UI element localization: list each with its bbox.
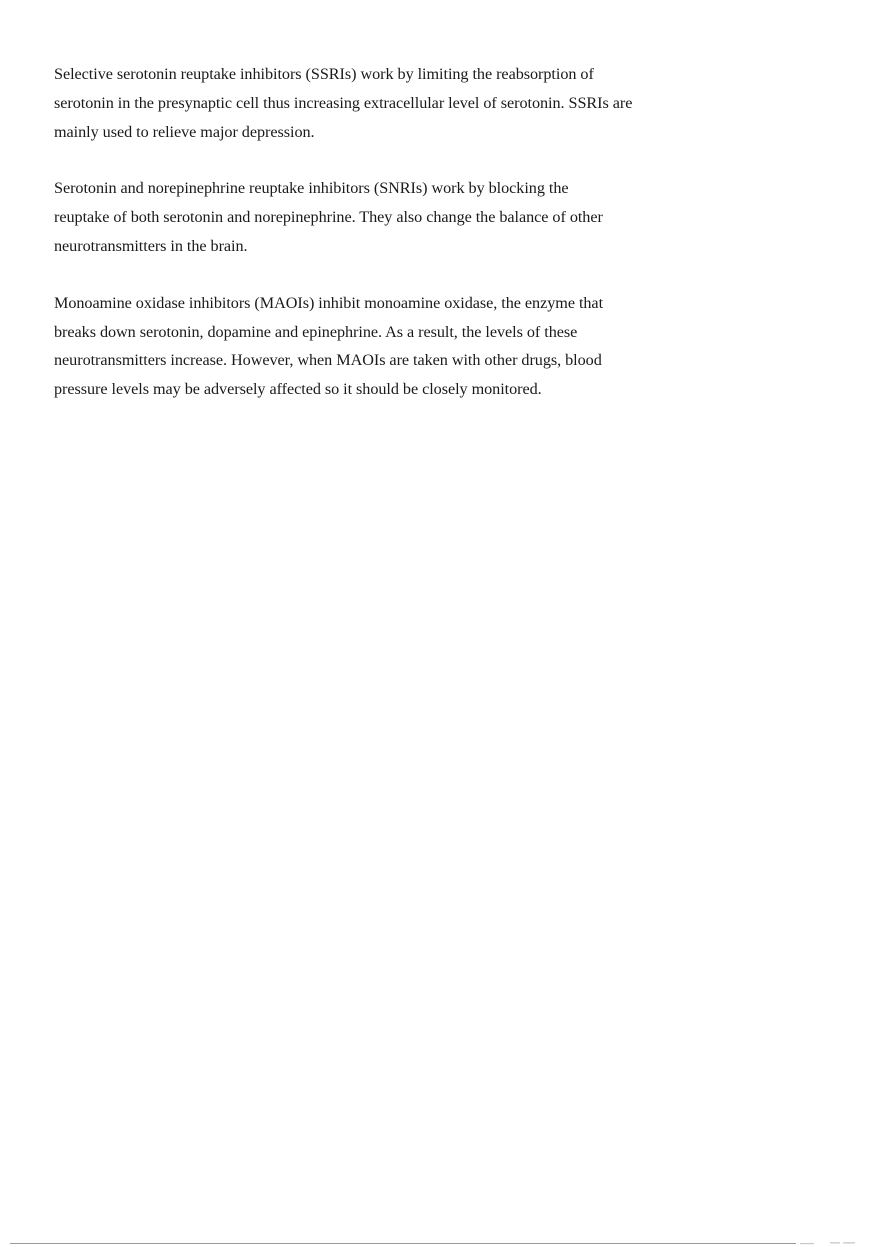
paragraph-line: pressure levels may be adversely affected so it should be closely monitored. <box>54 380 542 399</box>
paragraph-line: reuptake of both serotonin and norepinephrine. They also change the balance of other <box>54 208 603 227</box>
footer-divider <box>10 1243 796 1244</box>
paragraph-line: Selective serotonin reuptake inhibitors (SSRIs) work by limiting the reabsorption of <box>54 65 594 83</box>
paragraph-snri <box>54 174 694 260</box>
paragraph-ssri <box>54 60 694 146</box>
document-body <box>54 60 694 432</box>
paragraph-line: mainly used to relieve major depression. <box>54 122 315 141</box>
paragraph-line: neurotransmitters increase. However, when MAOIs are taken with other drugs, blood <box>54 351 602 370</box>
paragraph-line: Serotonin and norepinephrine reuptake inhibitors (SNRIs) work by blocking the <box>54 179 569 198</box>
paragraph-line: serotonin in the presynaptic cell thus increasing extracellular level of serotonin. SSRIs are <box>54 93 633 112</box>
paragraph-line: neurotransmitters in the brain. <box>54 236 248 255</box>
paragraph-line: breaks down serotonin, dopamine and epinephrine. As a result, the levels of these <box>54 322 578 341</box>
footer-page-mark <box>800 1240 860 1246</box>
paragraph-maoi <box>54 289 694 404</box>
paragraph-line: Monoamine oxidase inhibitors (MAOIs) inhibit monoamine oxidase, the enzyme that <box>54 293 604 312</box>
